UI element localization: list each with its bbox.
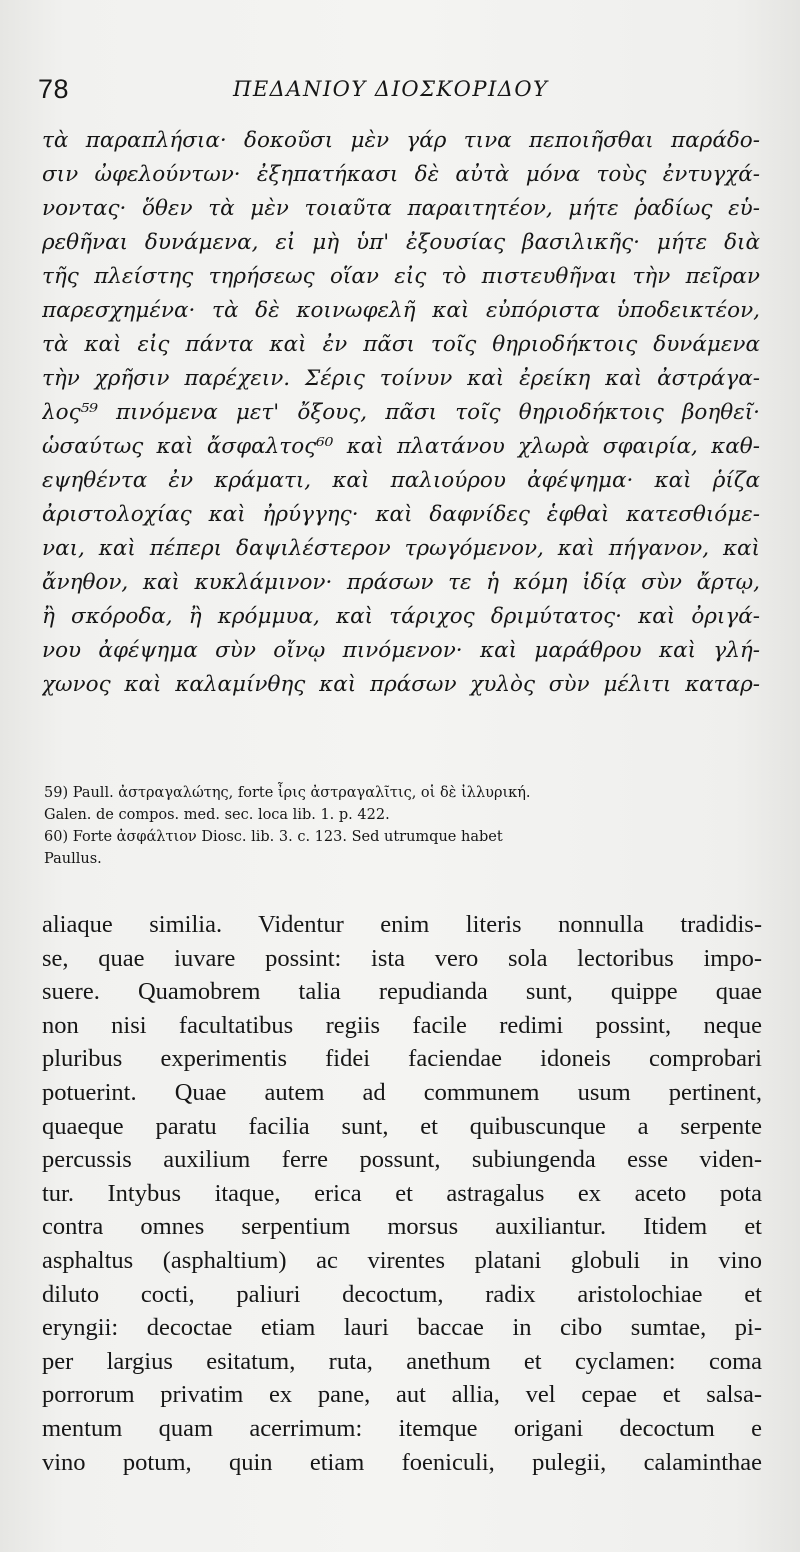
greek-line: ἄνηθον, καὶ κυκλάμινον· πράσων τε ἡ κόμη ἰδίᾳ σὺν ἄρτῳ, [42, 570, 760, 595]
greek-line: νοντας· ὅθεν τὰ μὲν τοιαῦτα παραιτητέον, μήτε ῥαδίως εὑ- [42, 196, 760, 221]
latin-line: porrorum privatim ex pane, aut allia, vel cepae et salsa- [42, 1381, 762, 1409]
greek-line: ἢ σκόροδα, ἢ κρόμμυα, καὶ τάριχος δριμύτατος· καὶ ὀριγά- [42, 604, 760, 629]
greek-line: ρεθῆναι δυνάμενα, εἰ μὴ ὑπ' ἐξουσίας βασιλικῆς· μήτε διὰ [42, 230, 760, 255]
latin-line: vino potum, quin etiam foeniculi, pulegii, calaminthae [42, 1448, 762, 1476]
latin-line: per largius esitatum, ruta, anethum et cyclamen: coma [42, 1347, 762, 1375]
greek-line: τὰ καὶ εἰς πάντα καὶ ἐν πᾶσι τοῖς θηριοδήκτοις δυνάμενα [42, 332, 760, 357]
running-head: ΠΕΔΑΝΙΟΥ ΔΙΟΣΚΟΡΙΔΟΥ [233, 77, 549, 101]
latin-line: potuerint. Quae autem ad communem usum pertinent, [42, 1078, 762, 1106]
greek-line: χωνος καὶ καλαμίνθης καὶ πράσων χυλὸς σὺν μέλιτι καταρ- [42, 672, 760, 697]
footnote-line: Galen. de compos. med. sec. loca lib. 1. p. 422. [44, 807, 390, 823]
latin-line: non nisi facultatibus regiis facile redimi possint, neque [42, 1011, 762, 1039]
page-number: 78 [38, 74, 70, 104]
latin-line: eryngii: decoctae etiam lauri baccae in cibo sumtae, pi- [42, 1314, 762, 1342]
latin-line: diluto cocti, paliuri decoctum, radix aristolochiae et [42, 1280, 762, 1308]
latin-line: mentum quam acerrimum: itemque origani decoctum e [42, 1414, 762, 1442]
footnotes-block [44, 782, 760, 870]
greek-line: ὡσαύτως καὶ ἄσφαλτος⁶⁰ καὶ πλατάνου χλωρὰ σφαιρία, καθ- [42, 434, 760, 459]
greek-text-block [42, 124, 760, 702]
latin-line: asphaltus (asphaltium) ac virentes platani globuli in vino [42, 1246, 762, 1274]
latin-line: aliaque similia. Videntur enim literis nonnulla tradidis- [42, 911, 762, 938]
latin-line: percussis auxilium ferre possunt, subiungenda esse viden- [42, 1146, 762, 1174]
greek-line: τὰ παραπλήσια· δοκοῦσι μὲν γάρ τινα πεποιῆσθαι παράδο- [42, 128, 760, 153]
latin-line: quaeque paratu facilia sunt, et quibuscunque a serpente [42, 1112, 762, 1140]
greek-line: νου ἀφέψημα σὺν οἴνῳ πινόμενον· καὶ μαράθρου καὶ γλή- [42, 638, 760, 663]
latin-text-block [42, 908, 762, 1479]
greek-line: σιν ὠφελούντων· ἐξηπατήκασι δὲ αὐτὰ μόνα τοὺς ἐντυγχά- [42, 162, 760, 187]
greek-line: παρεσχημένα· τὰ δὲ κοινωφελῆ καὶ εὐπόριστα ὑποδεικτέον, [42, 298, 760, 323]
latin-line: suere. Quamobrem talia repudianda sunt, quippe quae [42, 978, 762, 1006]
latin-line: se, quae iuvare possint: ista vero sola lectoribus impo- [42, 944, 762, 972]
latin-line: contra omnes serpentium morsus auxiliantur. Itidem et [42, 1213, 762, 1241]
footnote-line: Paullus. [44, 851, 102, 867]
latin-line: pluribus experimentis fidei faciendae idoneis comprobari [42, 1045, 762, 1073]
latin-line: tur. Intybus itaque, erica et astragalus ex aceto pota [42, 1179, 762, 1207]
greek-line: τῆς πλείστης τηρήσεως οἵαν εἰς τὸ πιστευθῆναι τὴν πεῖραν [42, 264, 760, 289]
greek-line: τὴν χρῆσιν παρέχειν. Σέρις τοίνυν καὶ ἐρείκη καὶ ἀστράγα- [42, 366, 760, 391]
greek-line: λος⁵⁹ πινόμενα μετ' ὄξους, πᾶσι τοῖς θηριοδήκτοις βοηθεῖ· [42, 400, 760, 425]
greek-line: ναι, καὶ πέπερι δαψιλέστερον τρωγόμενον, καὶ πήγανον, καὶ [42, 536, 760, 561]
greek-line: ἀριστολοχίας καὶ ἠρύγγης· καὶ δαφνίδες ἑφθαὶ κατεσθιόμε- [42, 502, 760, 527]
footnote-line: 60) Forte ἀσφάλτιον Diosc. lib. 3. c. 123. Sed utrumque habet [44, 829, 503, 845]
greek-line: εψηθέντα ἐν κράματι, καὶ παλιούρου ἀφέψημα· καὶ ῥίζα [42, 468, 760, 493]
footnote-line: 59) Paull. ἀστραγαλώτης, forte ἶρις ἀστραγαλῖτις, οἱ δὲ ἰλλυρική. [44, 785, 531, 801]
page-header [38, 74, 778, 114]
